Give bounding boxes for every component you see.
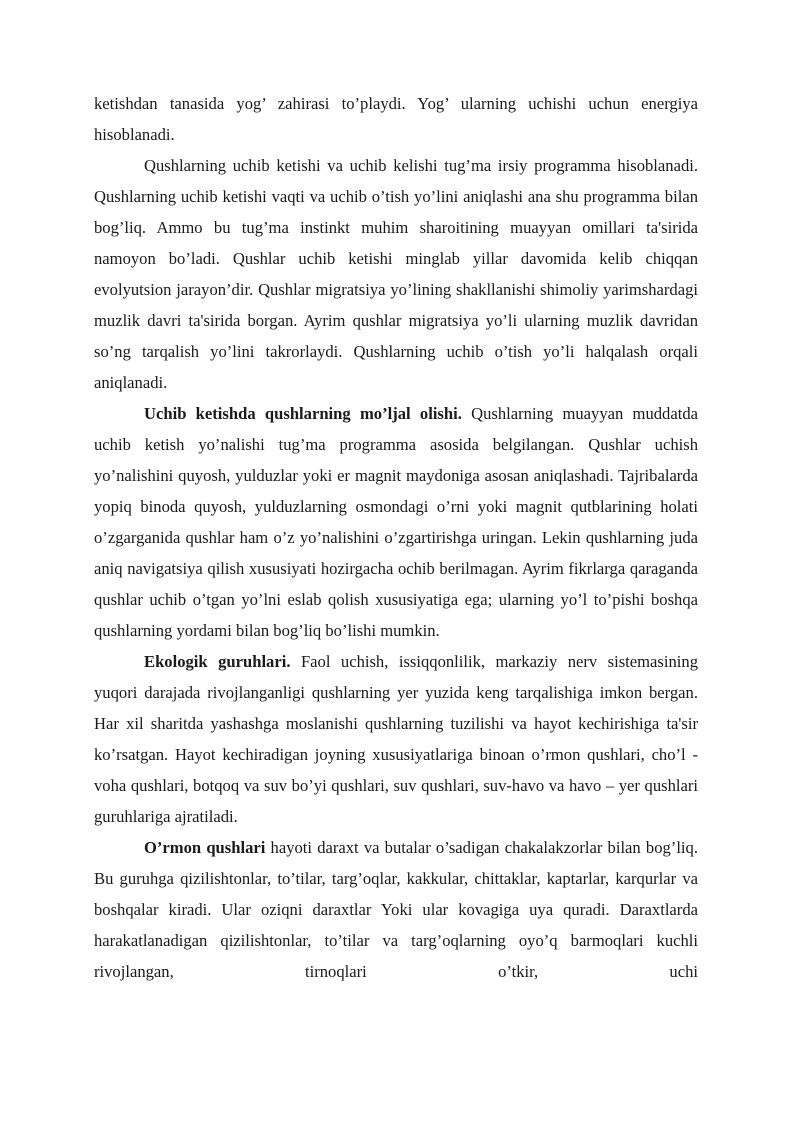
- document-page: [94, 88, 698, 987]
- paragraph-5-text: hayoti daraxt va butalar o’sadigan chakalakzorlar bilan bog’liq. Bu guruhga qizilishtonlar, to’tilar, targ’oqlar, kakkular, chittaklar, kaptarlar, karqurlar va boshqalar kiradi. Ular oziqni daraxtlar Yoki ular kovagiga uya quradi. Daraxtlarda harakatlanadigan qizilishtonlar, to’tilar va targ’oqlarning oyo’q barmoqlari kuchli rivojlangan, tirnoqlari o’tkir, uchi: [94, 838, 698, 981]
- paragraph-5-heading: O’rmon qushlari: [144, 838, 266, 857]
- paragraph-3-heading: Uchib ketishda qushlarning mo’ljal olishi.: [144, 404, 462, 423]
- paragraph-1-text: ketishdan tanasida yog’ zahirasi to’playdi. Yog’ ularning uchishi uchun energiya hisoblanadi.: [94, 94, 698, 144]
- paragraph-4: [94, 646, 698, 832]
- paragraph-4-text: Faol uchish, issiqqonlilik, markaziy nerv sistemasining yuqori darajada rivojlanganligi qushlarning yer yuzida keng tarqalishiga imkon bergan. Har xil sharitda yashashga moslanishi qushlarning tuzilishi va hayot kechirishiga ta'sir ko’rsatgan. Hayot kechiradigan joyning xususiyatlariga binoan o’rmon qushlari, cho’l -voha qushlari, botqoq va suv bo’yi qushlari, suv qushlari, suv-havo va havo – yer qushlari guruhlariga ajratiladi.: [94, 652, 698, 826]
- paragraph-2-text: Qushlarning uchib ketishi va uchib kelishi tug’ma irsiy programma hisoblanadi. Qushlarning uchib ketishi vaqti va uchib o’tish yo’lini aniqlashi ana shu programma bilan bog’liq. Ammo bu tug’ma instinkt muhim sharoitining muayyan omillari ta'sirida namoyon bo’ladi. Qushlar uchib ketishi minglab yillar davomida kelib chiqqan evolyutsion jarayon’dir. Qushlar migratsiya yo’lining shakllanishi shimoliy yarimshardagi muzlik davri ta'sirida borgan. Ayrim qushlar migratsiya yo’li ularning muzlik davridan so’ng tarqalish yo’lini takrorlaydi. Qushlarning uchib o’tish yo’li halqalash orqali aniqlanadi.: [94, 156, 698, 392]
- paragraph-5: [94, 832, 698, 987]
- paragraph-3-text: Qushlarning muayyan muddatda uchib ketish yo’nalishi tug’ma programma asosida belgilangan. Qushlar uchish yo’nalishini quyosh, yulduzlar yoki er magnit maydoniga asosan aniqlashadi. Tajribalarda yopiq binoda quyosh, yulduzlarning osmondagi o’rni yoki magnit qutblarining holati o’zgarganida qushlar ham o’z yo’nalishini o’zgartirishga uringan. Lekin qushlarning juda aniq navigatsiya qilish xususiyati hozirgacha ochib berilmagan. Ayrim fikrlarga qaraganda qushlar uchib o’tgan yo’lni eslab qolish xususiyatiga ega; ularning yo’l to’pishi boshqa qushlarning yordami bilan bog’liq bo’lishi mumkin.: [94, 404, 698, 640]
- paragraph-2: [94, 150, 698, 398]
- paragraph-3: [94, 398, 698, 646]
- paragraph-1: [94, 88, 698, 150]
- paragraph-4-heading: Ekologik guruhlari.: [144, 652, 291, 671]
